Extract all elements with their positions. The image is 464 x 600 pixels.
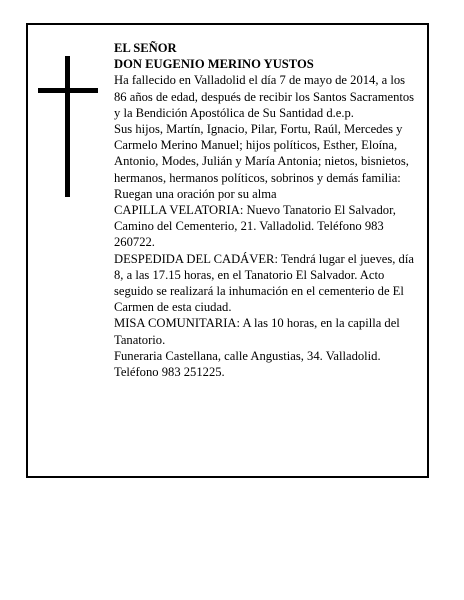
cross-vertical-bar xyxy=(65,56,70,197)
obituary-text xyxy=(114,40,420,380)
wake-chapel-info: CAPILLA VELATORIA: Nuevo Tanatorio El Salvador, Camino del Cementerio, 21. Valladolid. Teléfono 983 260722. xyxy=(114,203,396,250)
farewell-info: DESPEDIDA DEL CADÁVER: Tendrá lugar el jueves, día 8, a las 17.15 horas, en el Tanatorio El Salvador. Acto seguido se realizará la inhumación en el cementerio de El Carmen de esta ciudad. xyxy=(114,251,414,315)
heading-title: EL SEÑOR xyxy=(114,41,177,55)
funeral-home-info: Funeraria Castellana, calle Angustias, 34. Valladolid. Teléfono 983 251225. xyxy=(114,348,381,380)
deceased-name: DON EUGENIO MERINO YUSTOS xyxy=(114,57,314,72)
prayer-request: Ruegan una oración por su alma xyxy=(114,186,277,201)
family-list: Sus hijos, Martín, Ignacio, Pilar, Fortu, Raúl, Mercedes y Carmelo Merino Manuel; hijos políticos, Esther, Eloína, Antonio, Modes, Julián y María Antonia; nietos, bisnietos, hermanos, hermanos políticos, sobrinos y demás familia: xyxy=(114,122,409,185)
death-announcement: Ha fallecido en Valladolid el día 7 de mayo de 2014, a los 86 años de edad, después de recibir los Santos Sacramentos y la Bendición Apostólica de Su Santidad d.e.p. xyxy=(114,73,415,120)
cross-icon xyxy=(38,56,98,197)
cross-horizontal-bar xyxy=(38,88,98,93)
mass-info: MISA COMUNITARIA: A las 10 horas, en la capilla del Tanatorio. xyxy=(114,316,400,347)
